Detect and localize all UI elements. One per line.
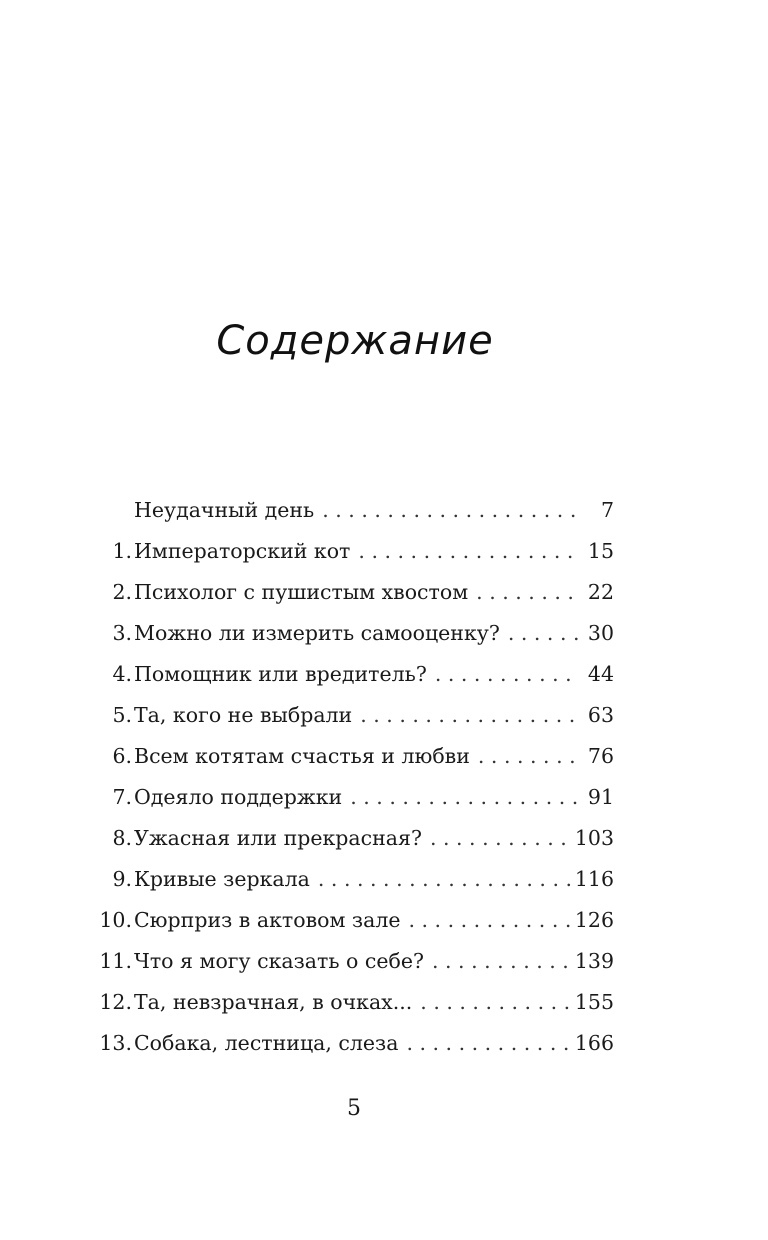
toc-entry-10	[90, 900, 614, 941]
toc-entry-13	[90, 1023, 614, 1064]
toc-entry-11	[90, 941, 614, 982]
toc-entry-number: 1.	[112, 539, 132, 563]
toc-dot-leader	[422, 818, 575, 859]
toc-entry-number: 3.	[112, 621, 132, 645]
toc-dot-leader	[350, 531, 580, 572]
toc-dot-leader	[342, 777, 580, 818]
toc-entry-9	[90, 859, 614, 900]
page-number: 5	[347, 1096, 361, 1121]
toc-entry-number: 5.	[112, 703, 132, 727]
toc-entry-page: 126	[574, 908, 614, 932]
toc-entry-number: 2.	[112, 580, 132, 604]
toc-entry-title: Что я могу сказать о себе?	[134, 949, 424, 973]
toc-entry-title: Всем котятам счастья и любви	[134, 744, 470, 768]
toc-entry-3	[90, 613, 614, 654]
toc-entry-2	[90, 572, 614, 613]
toc-entry-page: 44	[587, 662, 614, 686]
toc-entry-number: 13.	[99, 1031, 132, 1055]
toc-entry-page: 116	[574, 867, 614, 891]
toc-entry-12	[90, 982, 614, 1023]
toc-entry-title: Одеяло поддержки	[134, 785, 343, 809]
toc-entry-page: 76	[587, 744, 614, 768]
toc-dot-leader	[310, 859, 575, 900]
toc-entry-7	[90, 777, 614, 818]
toc-entry-page: 30	[587, 621, 614, 645]
toc-entry-title: Та, кого не выбрали	[134, 703, 353, 727]
toc-entry-page: 7	[600, 498, 614, 522]
toc-entry-number: 8.	[112, 826, 132, 850]
toc-entry-title: Неудачный день	[134, 498, 315, 522]
toc-entry-page: 155	[574, 990, 614, 1014]
toc-entry-title: Психолог с пушистым хвостом	[134, 580, 469, 604]
toc-entry-page: 91	[587, 785, 614, 809]
toc-entry-8	[90, 818, 614, 859]
toc-entry-page: 22	[587, 580, 614, 604]
toc-entry-title: Кривые зеркала	[134, 867, 310, 891]
toc-entry-title: Собака, лестница, слеза	[134, 1031, 399, 1055]
toc-dot-leader	[314, 490, 580, 531]
toc-dot-leader	[398, 1023, 574, 1064]
toc-entry-title: Можно ли измерить самооценку?	[134, 621, 500, 645]
page-title: Содержание	[216, 318, 494, 364]
toc-entry-1	[90, 531, 614, 572]
toc-dot-leader	[352, 695, 580, 736]
toc-dot-leader	[400, 900, 574, 941]
toc-entry-page: 15	[587, 539, 614, 563]
toc-entry-5	[90, 695, 614, 736]
toc-entry-page: 139	[574, 949, 614, 973]
toc-dot-leader	[412, 982, 575, 1023]
toc-entry-title: Помощник или вредитель?	[134, 662, 427, 686]
toc-entry-6	[90, 736, 614, 777]
toc-dot-leader	[468, 572, 580, 613]
toc-entry-number: 11.	[99, 949, 132, 973]
toc-entry-page: 63	[587, 703, 614, 727]
toc-dot-leader	[427, 654, 580, 695]
toc-entry-number: 12.	[99, 990, 132, 1014]
toc-entry-title: Та, невзрачная, в очках...	[134, 990, 413, 1014]
toc-entry-4	[90, 654, 614, 695]
table-of-contents	[90, 490, 614, 1064]
toc-entry-intro	[90, 490, 614, 531]
toc-entry-title: Императорский кот	[134, 539, 351, 563]
toc-entry-page: 103	[574, 826, 614, 850]
toc-entry-number: 7.	[112, 785, 132, 809]
toc-entry-number: 10.	[99, 908, 132, 932]
toc-dot-leader	[424, 941, 575, 982]
toc-entry-number: 9.	[112, 867, 132, 891]
toc-entry-title: Ужасная или прекрасная?	[134, 826, 422, 850]
toc-entry-number: 6.	[112, 744, 132, 768]
toc-entry-page: 166	[574, 1031, 614, 1055]
toc-dot-leader	[470, 736, 580, 777]
toc-entry-title: Сюрприз в актовом зале	[134, 908, 401, 932]
toc-dot-leader	[500, 613, 580, 654]
toc-entry-number: 4.	[112, 662, 132, 686]
